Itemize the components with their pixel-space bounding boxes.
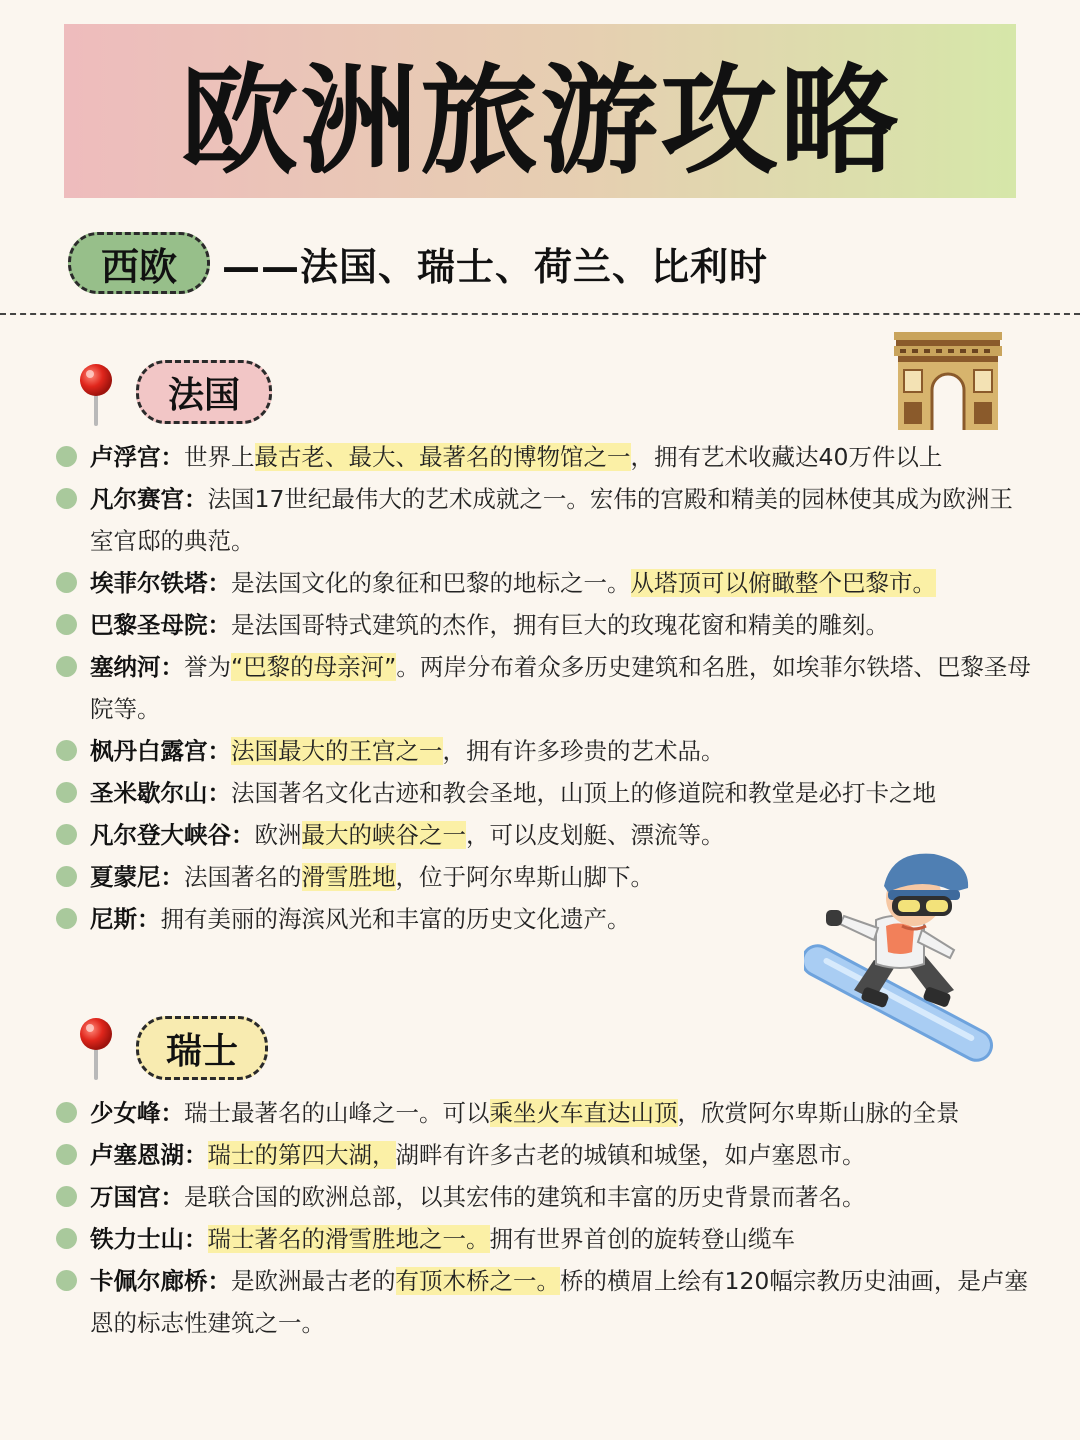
list-item: 圣米歇尔山：法国著名文化古迹和教会圣地，山顶上的修道院和教堂是必打卡之地 — [56, 772, 1036, 814]
region-countries: ——法国、瑞士、荷兰、比利时 — [222, 244, 769, 289]
list-item: 卡佩尔廊桥：是欧洲最古老的有顶木桥之一。桥的横眉上绘有120幅宗教历史油画，是卢塞恩的标志性建筑之一。 — [56, 1260, 1036, 1344]
map-pin-icon — [76, 1016, 116, 1080]
section-title-switzerland: 瑞士 — [136, 1016, 268, 1080]
list-item: 尼斯：拥有美丽的海滨风光和丰富的历史文化遗产。 — [56, 898, 1036, 940]
list-item: 凡尔赛宫：法国17世纪最伟大的艺术成就之一。宏伟的宫殿和精美的园林使其成为欧洲王室官邸的典范。 — [56, 478, 1036, 562]
region-header — [68, 232, 768, 294]
list-item: 塞纳河：誉为“巴黎的母亲河”。两岸分布着众多历史建筑和名胜，如埃菲尔铁塔、巴黎圣母院等。 — [56, 646, 1036, 730]
page-title: 欧洲旅游攻略 — [179, 52, 900, 190]
list-item: 枫丹白露宫：法国最大的王宫之一，拥有许多珍贵的艺术品。 — [56, 730, 1036, 772]
list-item: 凡尔登大峡谷：欧洲最大的峡谷之一，可以皮划艇、漂流等。 — [56, 814, 1036, 856]
dashed-divider — [0, 313, 1080, 315]
list-item: 卢塞恩湖：瑞士的第四大湖，湖畔有许多古老的城镇和城堡，如卢塞恩市。 — [56, 1134, 1036, 1176]
list-item: 铁力士山：瑞士著名的滑雪胜地之一。拥有世界首创的旋转登山缆车 — [56, 1218, 1036, 1260]
snowboarder-illustration — [804, 840, 1000, 1066]
list-item: 少女峰：瑞士最著名的山峰之一。可以乘坐火车直达山顶，欣赏阿尔卑斯山脉的全景 — [56, 1092, 1036, 1134]
list-item: 巴黎圣母院：是法国哥特式建筑的杰作，拥有巨大的玫瑰花窗和精美的雕刻。 — [56, 604, 1036, 646]
list-item: 夏蒙尼：法国著名的滑雪胜地，位于阿尔卑斯山脚下。 — [56, 856, 1036, 898]
arc-de-triomphe-illustration — [892, 330, 1004, 430]
region-badge: 西欧 — [68, 232, 210, 294]
list-item: 埃菲尔铁塔：是法国文化的象征和巴黎的地标之一。从塔顶可以俯瞰整个巴黎市。 — [56, 562, 1036, 604]
list-item: 万国宫：是联合国的欧洲总部，以其宏伟的建筑和丰富的历史背景而著名。 — [56, 1176, 1036, 1218]
switzerland-attraction-list — [56, 1092, 1036, 1344]
title-banner — [64, 24, 1016, 198]
map-pin-icon — [76, 362, 116, 426]
section-title-france: 法国 — [136, 360, 272, 424]
list-item: 卢浮宫：世界上最古老、最大、最著名的博物馆之一，拥有艺术收藏达40万件以上 — [56, 436, 1036, 478]
